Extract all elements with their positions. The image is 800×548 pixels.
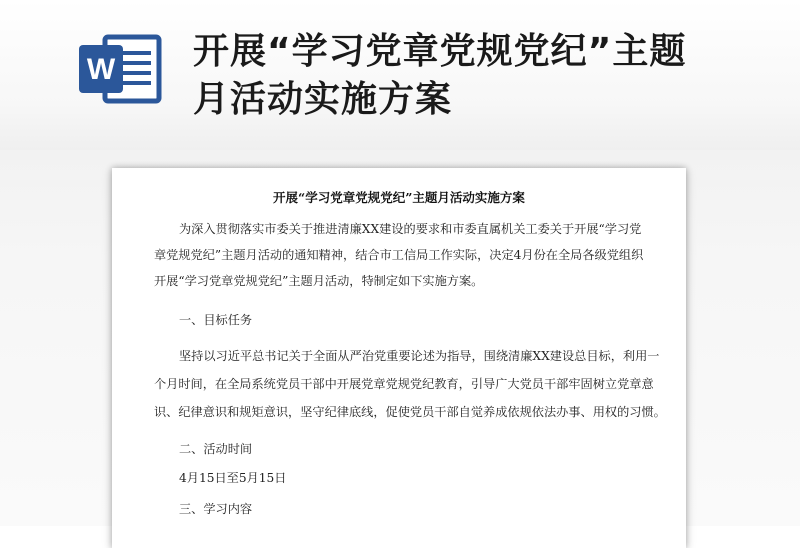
title-line-1: 开展“学习党章党规党纪”主题 xyxy=(193,31,687,72)
title-banner xyxy=(0,0,800,150)
section3-title: 三、学习内容 xyxy=(179,502,253,516)
document-heading: 开展“学习党章党规党纪”主题月活动实施方案 xyxy=(273,190,525,205)
intro-line-1: 为深入贯彻落实市委关于推进清廉XX建设的要求和市委直属机关工委关于开展“学习党 xyxy=(179,222,642,236)
section1-line-1: 坚持以习近平总书记关于全面从严治党重要论述为指导，围绕清廉XX建设总目标，利用一 xyxy=(179,349,660,363)
intro-line-2: 章党规党纪”主题月活动的通知精神，结合市工信局工作实际，决定4月份在全局各级党组织 xyxy=(154,248,644,262)
title-line-2: 月活动实施方案 xyxy=(193,79,453,120)
section2-title: 二、活动时间 xyxy=(179,442,253,456)
section1-title: 一、目标任务 xyxy=(179,313,253,327)
section2-text: 4月15日至5月15日 xyxy=(179,471,287,485)
section1-line-2: 个月时间，在全局系统党员干部中开展党章党规党纪教育，引导广大党员干部牢固树立党章意 xyxy=(154,377,654,391)
section1-line-3: 识、纪律意识和规矩意识，坚守纪律底线，促使党员干部自觉养成依规依法办事、用权的习惯。 xyxy=(154,405,666,419)
document-page xyxy=(112,168,686,548)
word-icon-letter: W xyxy=(86,53,116,86)
word-doc-icon xyxy=(77,31,163,107)
page-title xyxy=(193,28,793,124)
intro-line-3: 开展“学习党章党规党纪”主题月活动，特制定如下实施方案。 xyxy=(154,274,484,288)
